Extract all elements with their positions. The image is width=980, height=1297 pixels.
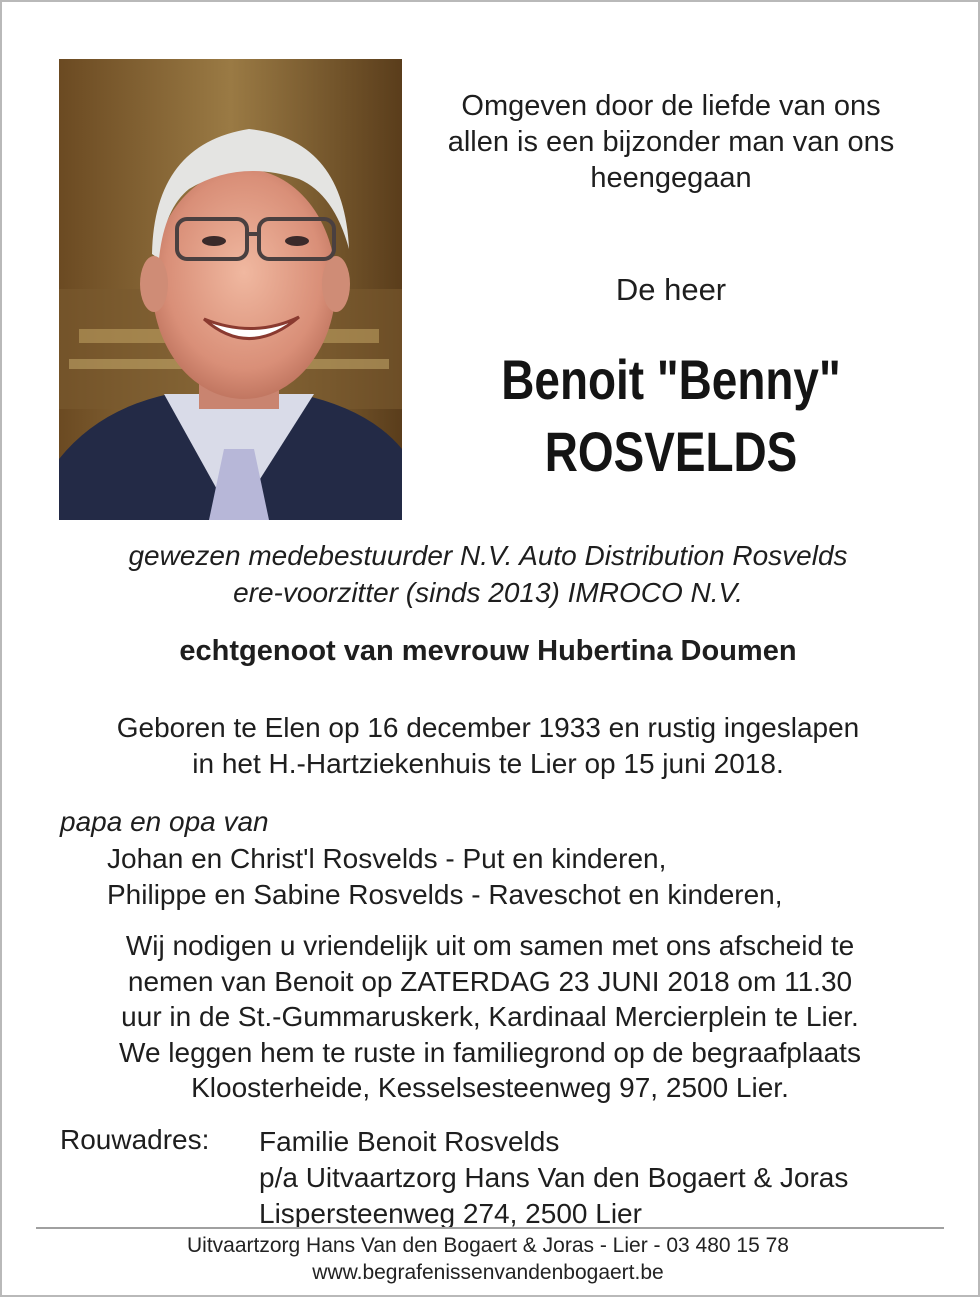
spouse-line: echtgenoot van mevrouw Hubertina Doumen bbox=[179, 635, 797, 667]
invitation-line: uur in de St.-Gummaruskerk, Kardinaal Mercierplein te Lier. bbox=[121, 1001, 859, 1032]
first-name: Benoit "Benny" bbox=[501, 348, 841, 411]
address-label: Rouwadres: bbox=[60, 1124, 210, 1155]
address-line: Lispersteenweg 274, 2500 Lier bbox=[259, 1198, 642, 1229]
funeral-home-info: Uitvaartzorg Hans Van den Bogaert & Joras - Lier - 03 480 15 78 bbox=[187, 1234, 789, 1257]
honorific: De heer bbox=[615, 272, 727, 307]
function-line: ere-voorzitter (sinds 2013) IMROCO N.V. bbox=[233, 577, 743, 608]
mourning-address bbox=[259, 1124, 848, 1232]
footer bbox=[0, 1232, 976, 1286]
invitation-line: We leggen hem te ruste in familiegrond op de begraafplaats bbox=[119, 1036, 861, 1068]
child-entry: Johan en Christ'l Rosvelds - Put en kinderen, bbox=[107, 843, 667, 874]
birth-line: in het H.-Hartziekenhuis te Lier op 15 juni 2018. bbox=[192, 748, 784, 779]
last-name: ROSVELDS bbox=[544, 420, 798, 483]
invitation-line: Wij nodigen u vriendelijk uit om samen met ons afscheid te bbox=[125, 930, 855, 961]
intro-line: Omgeven door de liefde van ons bbox=[461, 90, 881, 122]
invitation-line: Kloosterheide, Kesselsesteenweg 97, 2500 Lier. bbox=[191, 1072, 789, 1103]
deceased-name bbox=[457, 344, 885, 488]
address-line: p/a Uitvaartzorg Hans Van den Bogaert & Joras bbox=[259, 1162, 849, 1193]
invitation-line: nemen van Benoit op ZATERDAG 23 JUNI 2018 om 11.30 bbox=[127, 965, 853, 997]
address-line: Familie Benoit Rosvelds bbox=[259, 1126, 560, 1157]
functions bbox=[0, 537, 976, 611]
function-line: gewezen medebestuurder N.V. Auto Distribution Rosvelds bbox=[128, 540, 848, 571]
child-entry: Philippe en Sabine Rosvelds - Raveschot en kinderen, bbox=[107, 879, 783, 910]
invitation-text bbox=[0, 928, 980, 1106]
children-list bbox=[107, 841, 783, 913]
footer-divider bbox=[36, 1227, 944, 1229]
website-link[interactable]: www.begrafenissenvandenbogaert.be bbox=[312, 1261, 664, 1284]
intro-line: heengegaan bbox=[590, 162, 752, 194]
portrait-photo bbox=[59, 59, 402, 520]
birth-line: Geboren te Elen op 16 december 1933 en rustig ingeslapen bbox=[116, 712, 860, 743]
intro-line: allen is een bijzonder man van ons bbox=[447, 126, 895, 158]
birth-death-details bbox=[0, 710, 976, 782]
intro-text bbox=[410, 88, 932, 196]
family-label: papa en opa van bbox=[60, 806, 269, 837]
